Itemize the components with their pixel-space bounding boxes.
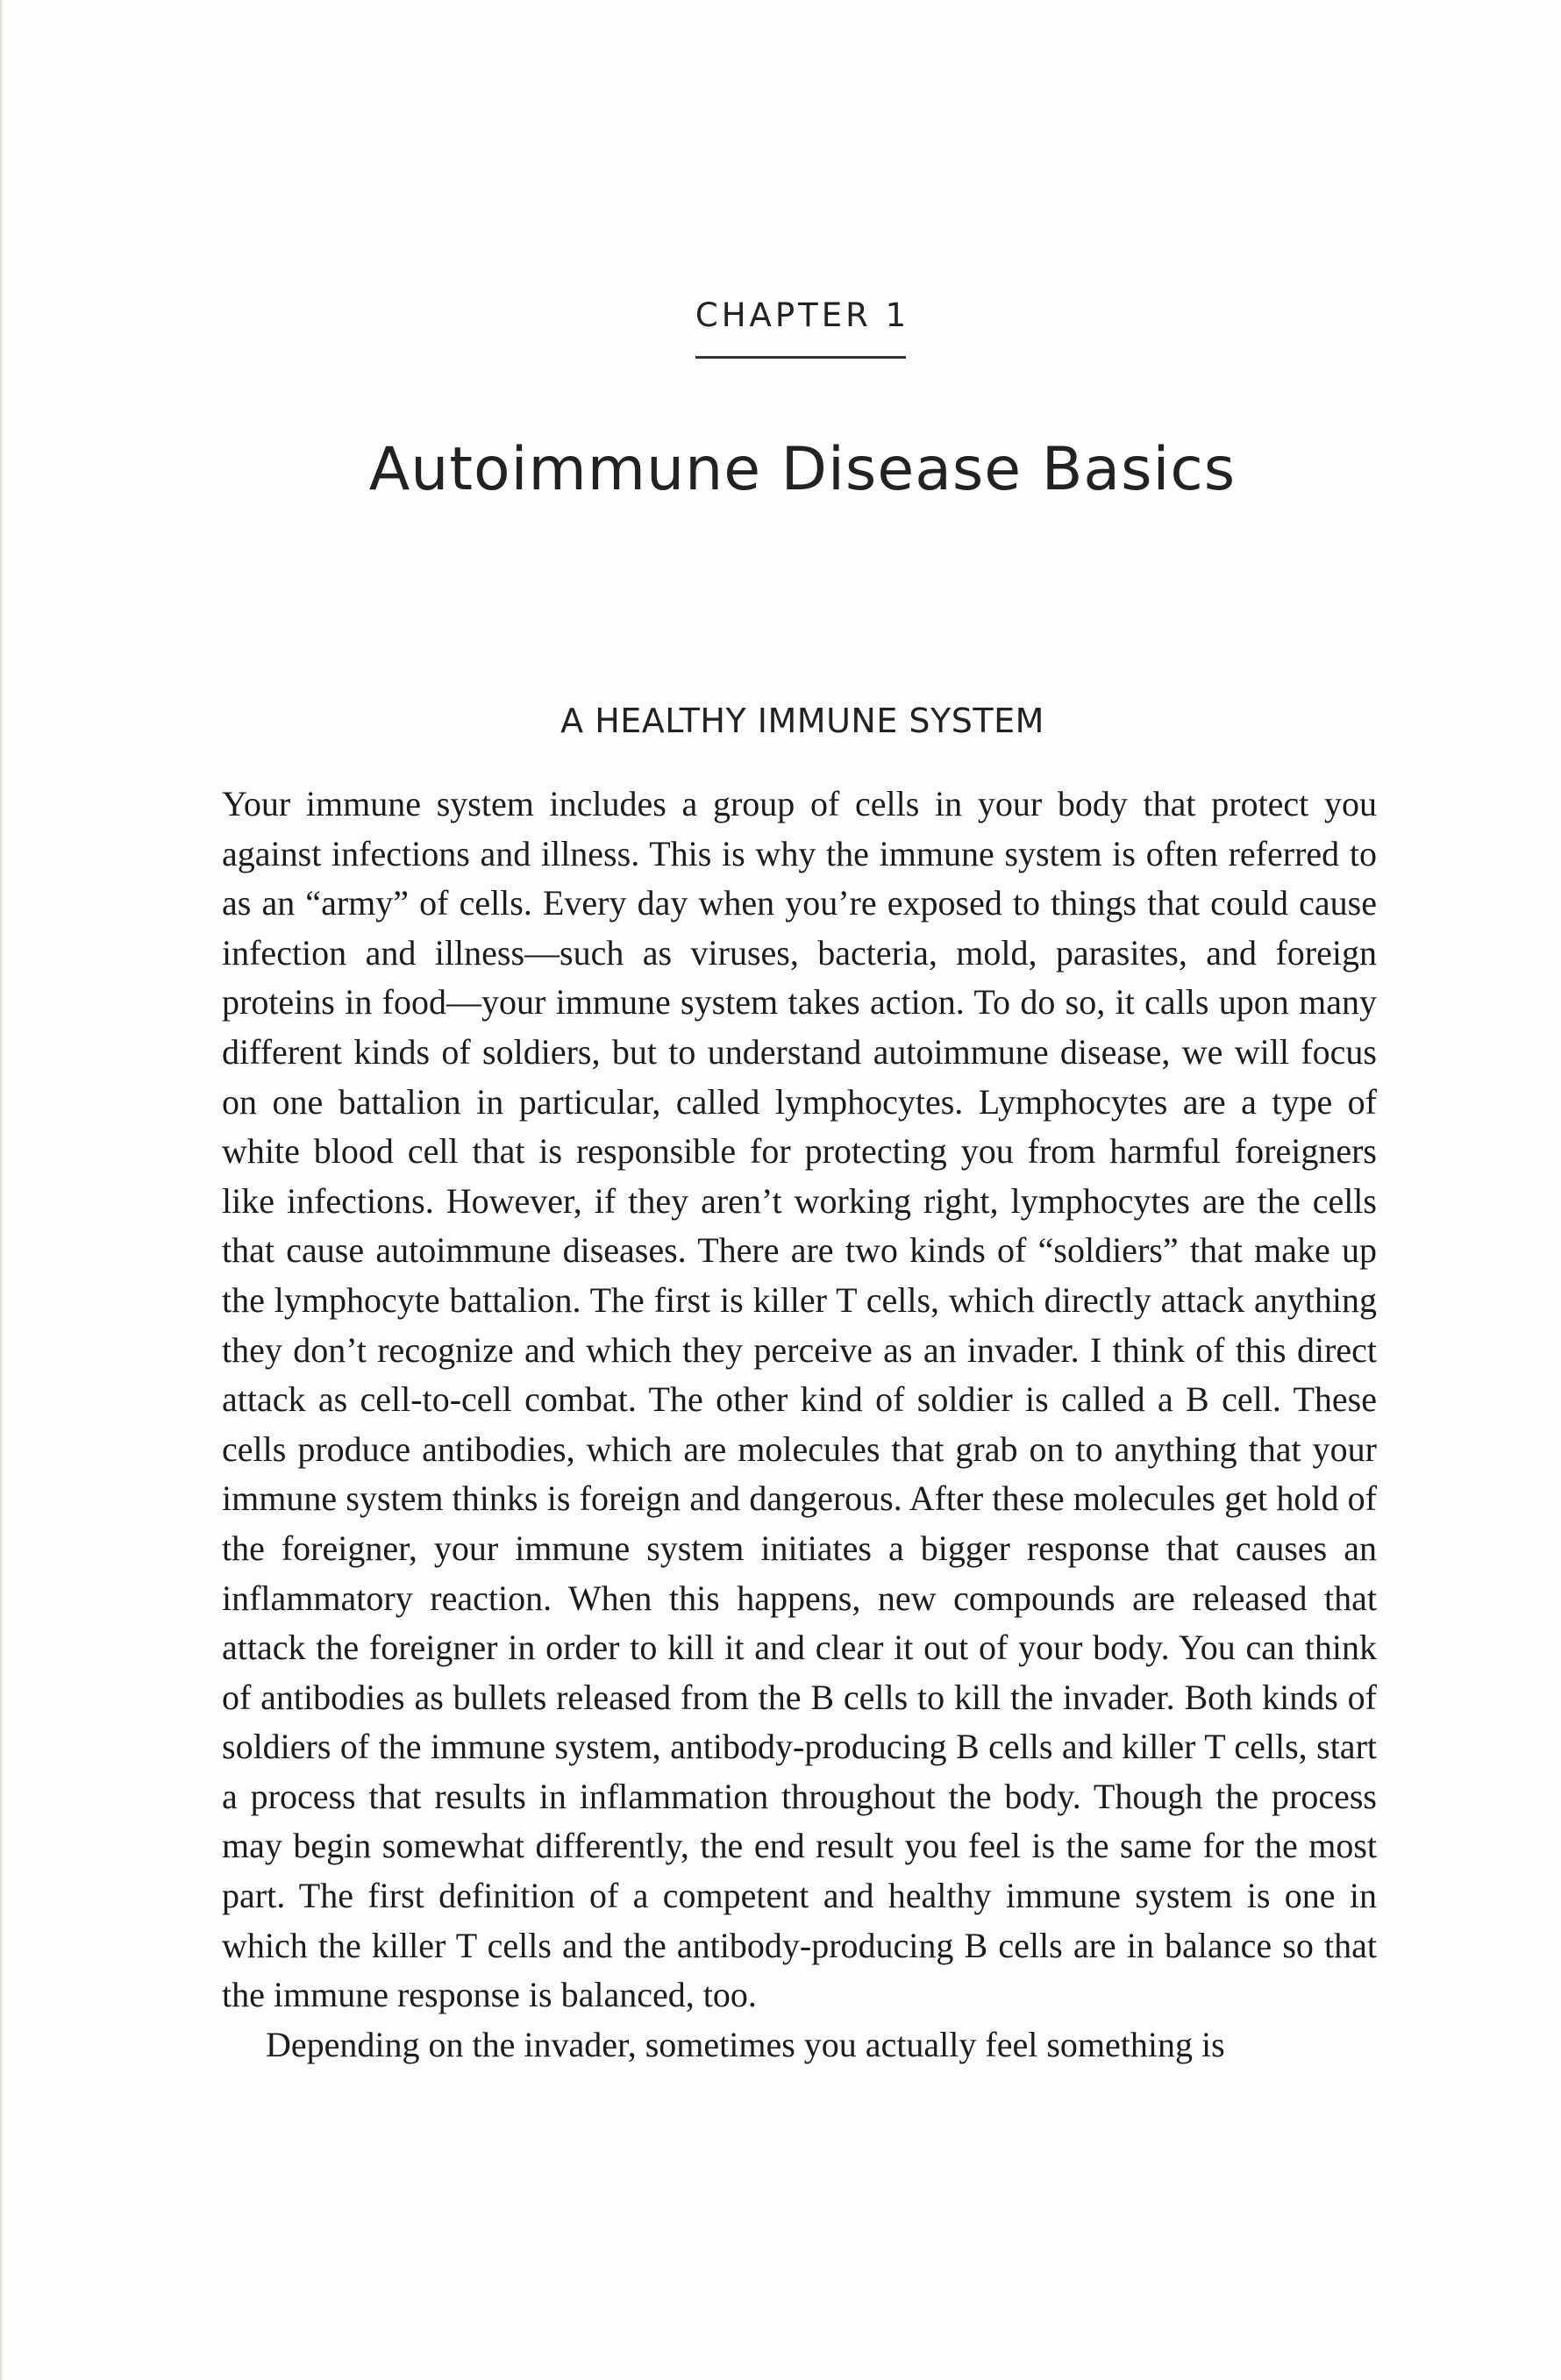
section-heading: A HEALTHY IMMUNE SYSTEM	[560, 702, 1044, 740]
paragraph: Your immune system includes a group of cells in your body that protect you against infections and illness. This is why the immune system is often referred to as an “army” of cells. Every day when you’re exposed to things that could cause infection and illness—such as viruses, bacteria, mold, parasites, and foreign proteins in food—your immune system takes action. To do so, it calls upon many different kinds of soldiers, but to understand autoimmune disease, we will focus on one battalion in particular, called lymphocytes. Lymphocytes are a type of white blood cell that is responsible for protecting you from harmful foreigners like infections. However, if they aren’t working right, lymphocytes are the cells that cause autoimmune diseases. There are two kinds of “soldiers” that make up the lymphocyte battalion. The first is killer T cells, which directly attack anything they don’t recognize and which they perceive as an invader. I think of this direct attack as cell-to-cell combat. The other kind of soldier is called a B cell. These cells produce antibodies, which are molecules that grab on to anything that your immune system thinks is foreign and dangerous. After these molecules get hold of the foreigner, your immune system initiates a bigger response that causes an inflammatory reaction. When this happens, new compounds are released that attack the foreigner in order to kill it and clear it out of your body. You can think of antibodies as bullets released from the B cells to kill the invader. Both kinds of soldiers of the immune system, antibody-producing B cells and killer T cells, start a process that results in inflammation throughout the body. Though the process may begin somewhat differently, the end result you feel is the same for the most part. The first definition of a competent and healthy immune system is one in which the killer T cells and the antibody-producing B cells are in balance so that the immune response is balanced, too.	[222, 784, 1377, 2015]
body-text	[222, 780, 1377, 2070]
page-edge-shadow	[0, 0, 4, 2380]
chapter-title: Autoimmune Disease Basics	[368, 435, 1237, 504]
chapter-rule-divider	[695, 356, 906, 359]
paragraph: Depending on the invader, sometimes you actually feel something is	[266, 2024, 1225, 2064]
chapter-label: CHAPTER 1	[695, 296, 910, 334]
